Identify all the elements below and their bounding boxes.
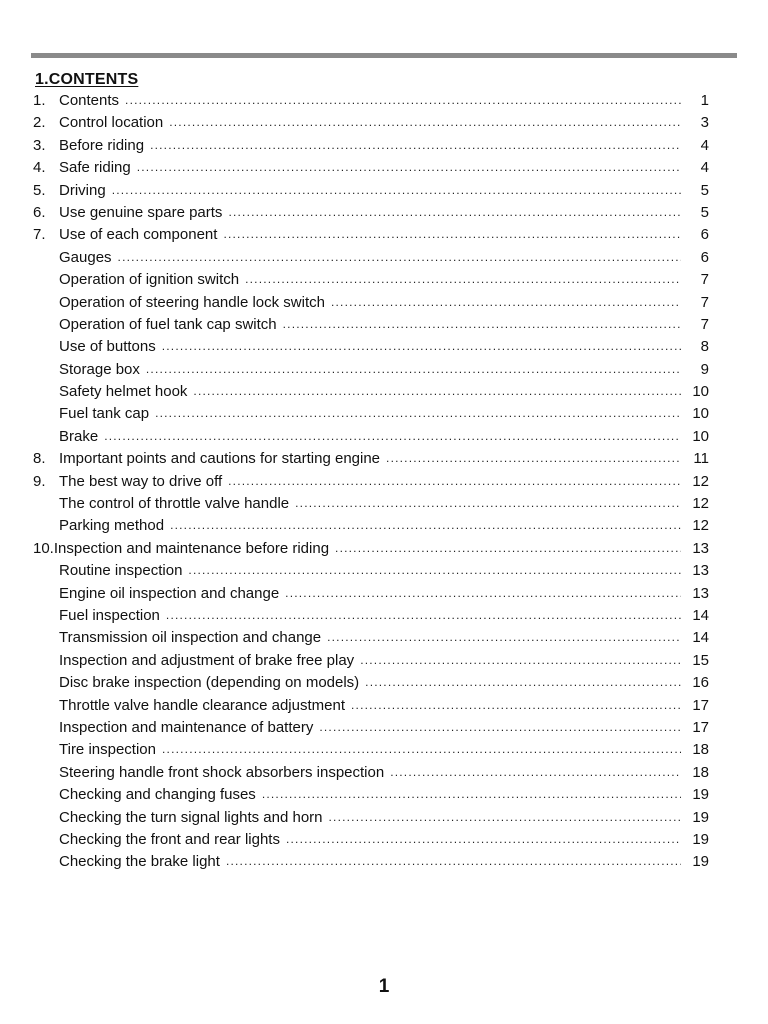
dot-leader [327,630,681,644]
toc-entry-page: 4 [700,159,709,177]
toc-entry-page: 5 [700,181,709,199]
toc-entry-title: Gauges [59,248,112,266]
toc-entry-page: 13 [692,562,709,580]
dot-leader [365,675,681,689]
toc-entry-title: Inspection and maintenance before riding [53,539,330,557]
toc-entry[interactable] [33,159,709,181]
dot-leader [193,384,681,398]
toc-entry[interactable] [33,383,709,405]
toc-entry-title: Before riding [59,136,145,154]
toc-entry-title: The control of throttle valve handle [59,495,290,513]
dot-leader [390,765,681,779]
table-of-contents [33,92,709,876]
toc-entry-title: Control location [59,114,164,132]
toc-entry-page: 8 [700,338,709,356]
toc-entry[interactable] [33,562,709,584]
top-rule [31,53,737,58]
dot-leader [226,854,681,868]
dot-leader [286,832,681,846]
toc-entry-title: Checking the turn signal lights and horn [59,808,323,826]
toc-entry-page: 14 [692,629,709,647]
toc-entry-number: 9. [33,472,46,490]
toc-entry-title: Safe riding [59,159,131,177]
toc-entry-page: 19 [692,853,709,871]
toc-entry-title: Tire inspection [59,741,156,759]
toc-entry-title: Checking the brake light [59,853,220,871]
dot-leader [118,250,681,264]
toc-entry-title: Inspection and adjustment of brake free play [59,651,355,669]
toc-entry[interactable] [33,405,709,427]
toc-entry[interactable] [33,137,709,159]
toc-entry-page: 12 [692,472,709,490]
toc-entry-page: 17 [692,718,709,736]
toc-entry-title: Contents [59,92,120,109]
toc-entry[interactable] [33,473,709,495]
dot-leader [137,160,681,174]
toc-entry-page: 7 [700,293,709,311]
toc-entry-page: 13 [692,539,709,557]
toc-entry-title: Operation of ignition switch [59,271,240,289]
toc-entry-number: 3. [33,136,46,154]
toc-entry[interactable] [33,540,709,562]
toc-entry[interactable] [33,629,709,651]
dot-leader [112,183,681,197]
toc-entry[interactable] [33,271,709,293]
toc-entry-page: 13 [692,584,709,602]
toc-entry-number: 7. [33,226,46,244]
toc-entry-title: Fuel tank cap [59,405,150,423]
toc-entry-page: 9 [700,360,709,378]
toc-entry[interactable] [33,226,709,248]
toc-entry[interactable] [33,361,709,383]
toc-entry-page: 4 [700,136,709,154]
toc-entry[interactable] [33,92,709,114]
toc-entry[interactable] [33,809,709,831]
toc-entry-title: Safety helmet hook [59,383,188,401]
dot-leader [245,272,681,286]
toc-entry-page: 11 [693,450,709,468]
toc-entry-title: Routine inspection [59,562,183,580]
toc-entry-number: 1. [33,92,46,109]
toc-entry-title: Inspection and maintenance of battery [59,718,314,736]
toc-entry[interactable] [33,719,709,741]
toc-entry-title: Transmission oil inspection and change [59,629,322,647]
toc-entry-page: 1 [700,92,709,109]
page-number: 1 [378,976,390,997]
toc-entry-page: 5 [700,203,709,221]
toc-entry[interactable] [33,764,709,786]
dot-leader [188,563,681,577]
toc-entry-title: Use genuine spare parts [59,203,223,221]
dot-leader [162,742,681,756]
toc-entry-page: 18 [692,763,709,781]
dot-leader [329,810,682,824]
toc-entry-title: The best way to drive off [59,472,223,490]
toc-entry-title: Use of each component [59,226,218,244]
dot-leader [295,496,681,510]
toc-entry-number: 8. [33,450,46,468]
toc-entry[interactable] [33,338,709,360]
dot-leader [351,698,681,712]
toc-entry[interactable] [33,607,709,629]
toc-entry-page: 10 [692,405,709,423]
toc-entry[interactable] [33,652,709,674]
toc-entry-page: 19 [692,830,709,848]
toc-entry-number: 4. [33,159,46,177]
toc-entry[interactable] [33,114,709,136]
toc-heading: 1.CONTENTS [35,71,139,88]
toc-entry[interactable] [33,831,709,853]
dot-leader [169,115,681,129]
toc-entry-title: Steering handle front shock absorbers inspection [59,763,385,781]
dot-leader [283,317,681,331]
toc-entry-page: 14 [692,606,709,624]
toc-entry-number: 6. [33,203,46,221]
toc-entry-page: 16 [692,674,709,692]
dot-leader [146,362,681,376]
toc-entry[interactable] [33,674,709,696]
dot-leader [170,518,681,532]
dot-leader [166,608,681,622]
toc-entry-title: Checking the front and rear lights [59,830,280,848]
toc-entry[interactable] [33,450,709,472]
toc-entry[interactable] [33,428,709,450]
toc-entry-title: Operation of fuel tank cap switch [59,315,277,333]
toc-entry-title: Important points and cautions for starting engine [59,450,381,468]
toc-entry[interactable] [33,204,709,226]
dot-leader [331,295,681,309]
dot-leader [262,787,681,801]
toc-entry[interactable] [33,697,709,719]
dot-leader [319,720,681,734]
toc-entry[interactable] [33,182,709,204]
toc-entry[interactable] [33,585,709,607]
dot-leader [360,653,681,667]
toc-entry-title: Fuel inspection [59,606,160,624]
toc-entry-page: 3 [700,114,709,132]
dot-leader [386,451,681,465]
toc-entry-page: 10 [692,383,709,401]
toc-entry-page: 12 [692,495,709,513]
toc-entry-page: 6 [700,226,709,244]
toc-entry[interactable] [33,517,709,539]
toc-entry-page: 17 [692,696,709,714]
dot-leader [223,227,681,241]
toc-entry-title: Operation of steering handle lock switch [59,293,325,311]
dot-leader [104,429,681,443]
toc-entry-page: 6 [700,248,709,266]
toc-entry-title: Parking method [59,517,165,535]
toc-entry-title: Engine oil inspection and change [59,584,280,602]
toc-entry-title: Throttle valve handle clearance adjustment [59,696,345,714]
dot-leader [335,541,681,555]
toc-entry-number: 10. [33,539,54,557]
dot-leader [162,339,681,353]
toc-entry-page: 7 [700,271,709,289]
toc-entry[interactable] [33,294,709,316]
toc-entry-title: Disc brake inspection (depending on models) [59,674,360,692]
dot-leader [228,205,681,219]
toc-entry-page: 10 [692,427,709,445]
toc-entry-title: Driving [59,181,106,199]
toc-entry[interactable] [33,786,709,808]
toc-entry[interactable] [33,316,709,338]
toc-entry-page: 15 [692,651,709,669]
dot-leader [155,406,681,420]
toc-entry-page: 12 [692,517,709,535]
toc-entry-number: 5. [33,181,46,199]
toc-entry-title: Brake [59,427,99,445]
toc-entry-page: 19 [692,786,709,804]
toc-entry-title: Storage box [59,360,140,378]
dot-leader [150,138,681,152]
toc-entry[interactable] [33,249,709,271]
toc-entry[interactable] [33,741,709,763]
toc-entry-title: Checking and changing fuses [59,786,256,804]
toc-entry-page: 7 [700,315,709,333]
toc-entry-title: Use of buttons [59,338,156,356]
dot-leader [285,586,681,600]
toc-entry[interactable] [33,853,709,875]
toc-entry-number: 2. [33,114,46,132]
toc-entry-page: 18 [692,741,709,759]
toc-entry-page: 19 [692,808,709,826]
toc-entry[interactable] [33,495,709,517]
dot-leader [228,474,681,488]
dot-leader [125,93,681,107]
